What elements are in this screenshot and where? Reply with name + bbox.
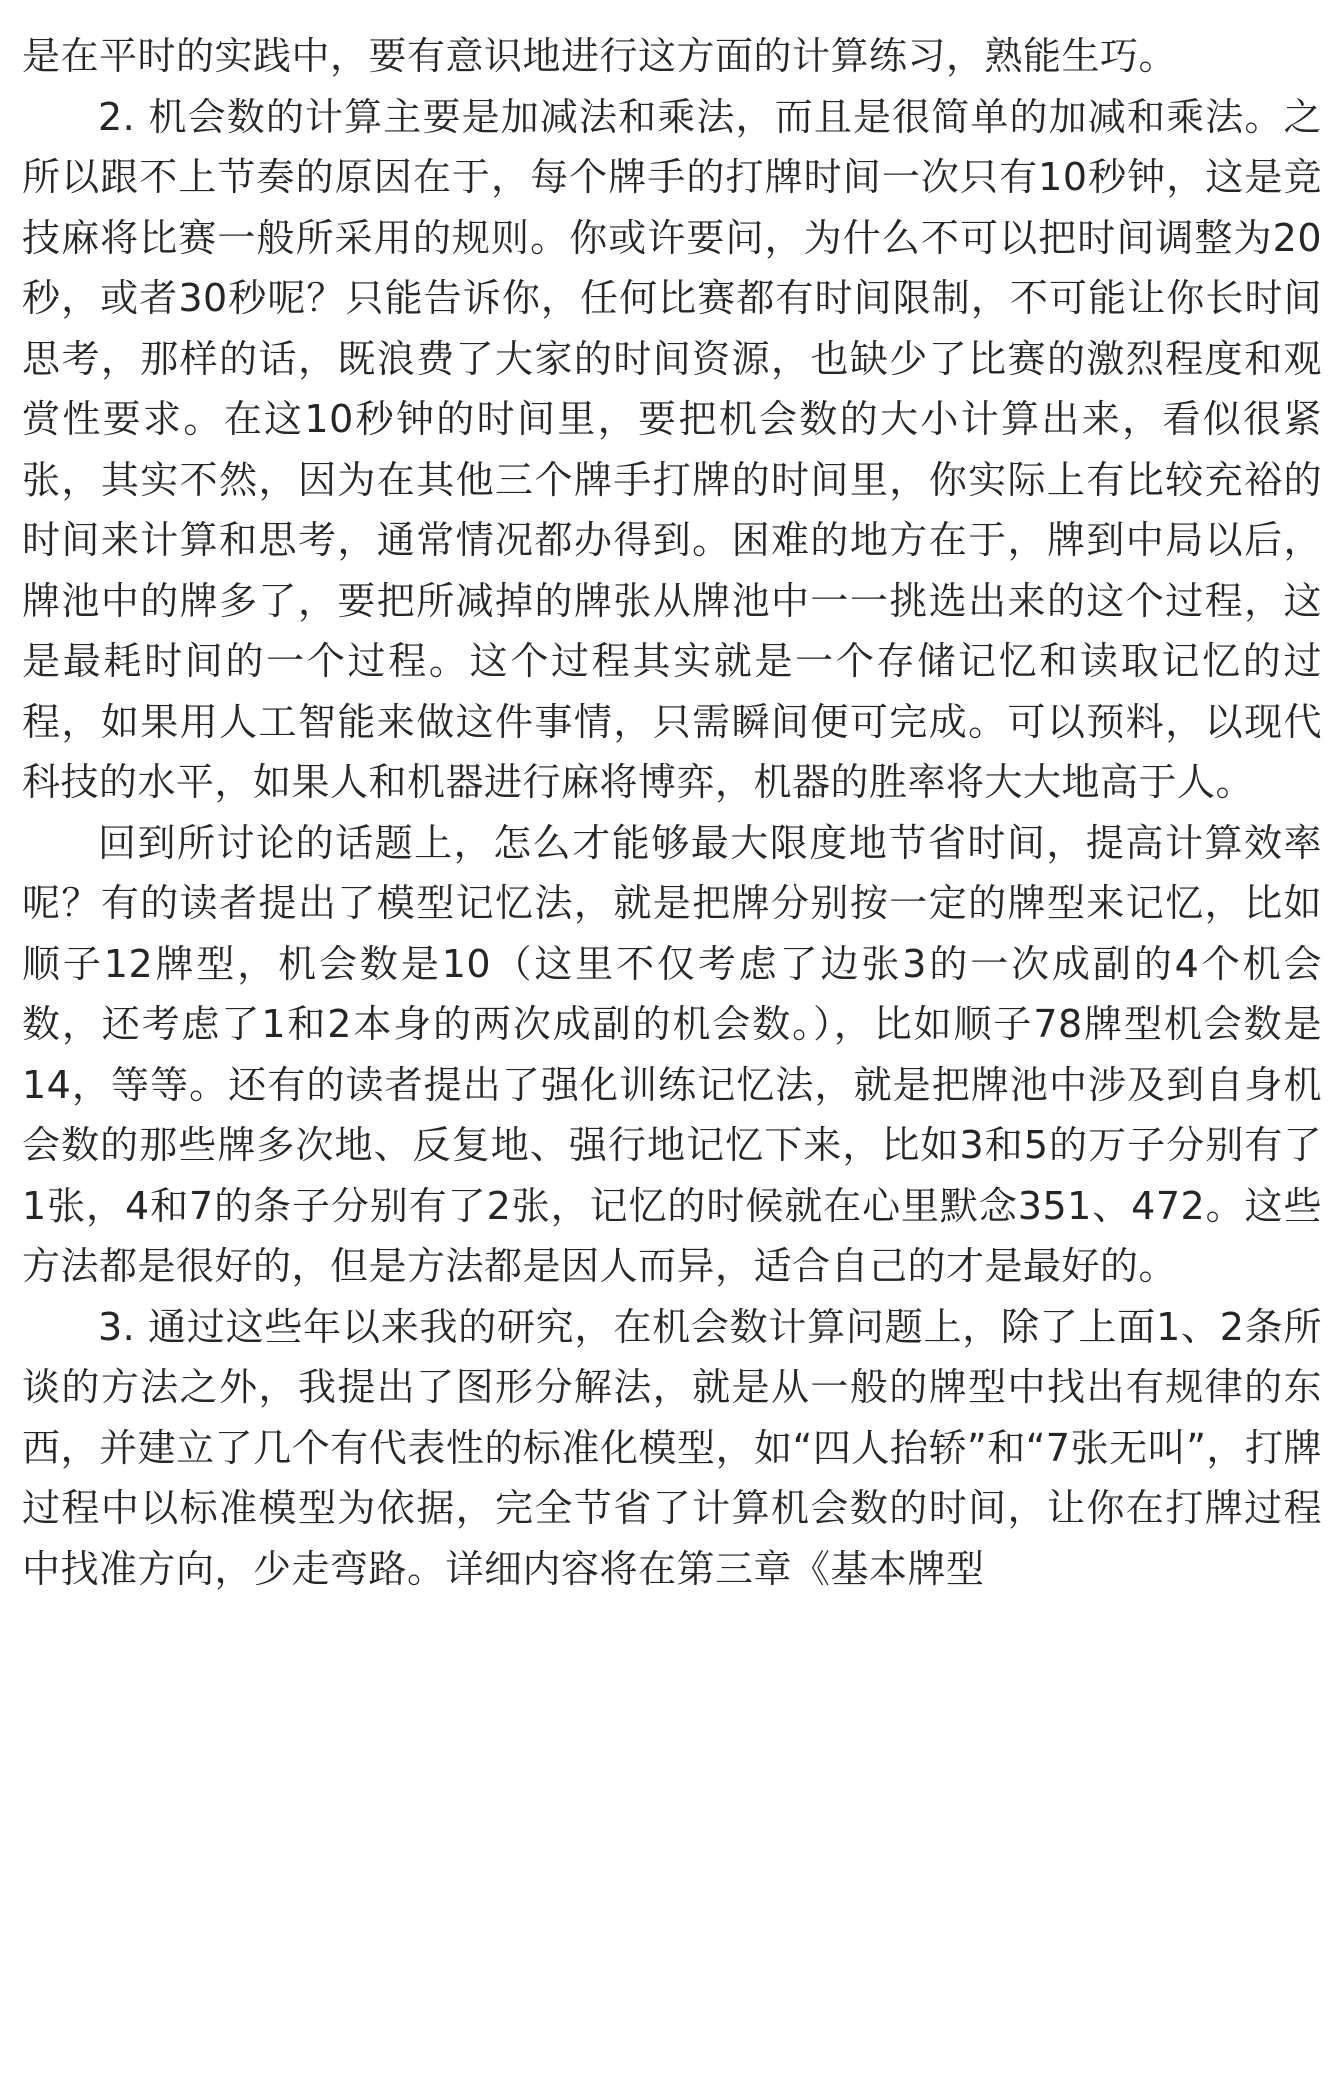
paragraph-2: 2. 机会数的计算主要是加减法和乘法，而且是很简单的加减和乘法。之所以跟不上节奏的原因在于，每个牌手的打牌时间一次只有10秒钟，这是竞技麻将比赛一般所采用的规则。你或许要问，为什么不可以把时间调整为20秒，或者30秒呢？只能告诉你，任何比赛都有时间限制，不可能让你长时间思考，那样的话，既浪费了大家的时间资源，也缺少了比赛的激烈程度和观赏性要求。在这10秒钟的时间里，要把机会数的大小计算出来，看似很紧张，其实不然，因为在其他三个牌手打牌的时间里，你实际上有比较充裕的时间来计算和思考，通常情况都办得到。困难的地方在于，牌到中局以后，牌池中的牌多了，要把所减掉的牌张从牌池中一一挑选出来的这个过程，这是最耗时间的一个过程。这个过程其实就是一个存储记忆和读取记忆的过程，如果用人工智能来做这件事情，只需瞬间便可完成。可以预料，以现代科技的水平，如果人和机器进行麻将博弈，机器的胜率将大大地高于人。 <box>22 94 1322 804</box>
document-page <box>22 26 1322 1599</box>
paragraph-3: 回到所讨论的话题上，怎么才能够最大限度地节省时间，提高计算效率呢？有的读者提出了模型记忆法，就是把牌分别按一定的牌型来记忆，比如顺子12牌型，机会数是10（这里不仅考虑了边张3的一次成副的4个机会数，还考虑了1和2本身的两次成副的机会数。），比如顺子78牌型机会数是14，等等。还有的读者提出了强化训练记忆法，就是把牌池中涉及到自身机会数的那些牌多次地、反复地、强行地记忆下来，比如3和5的万子分别有了1张，4和7的条子分别有了2张，记忆的时候就在心里默念351、472。这些方法都是很好的，但是方法都是因人而异，适合自己的才是最好的。 <box>22 820 1322 1288</box>
paragraph-1: 是在平时的实践中，要有意识地进行这方面的计算练习，熟能生巧。 <box>22 34 1178 78</box>
paragraph-4: 3. 通过这些年以来我的研究，在机会数计算问题上，除了上面1、2条所谈的方法之外，我提出了图形分解法，就是从一般的牌型中找出有规律的东西，并建立了几个有代表性的标准化模型，如“四人抬轿”和“7张无叫”，打牌过程中以标准模型为依据，完全节省了计算机会数的时间，让你在打牌过程中找准方向，少走弯路。详细内容将在第三章《基本牌型 <box>22 1304 1322 1591</box>
